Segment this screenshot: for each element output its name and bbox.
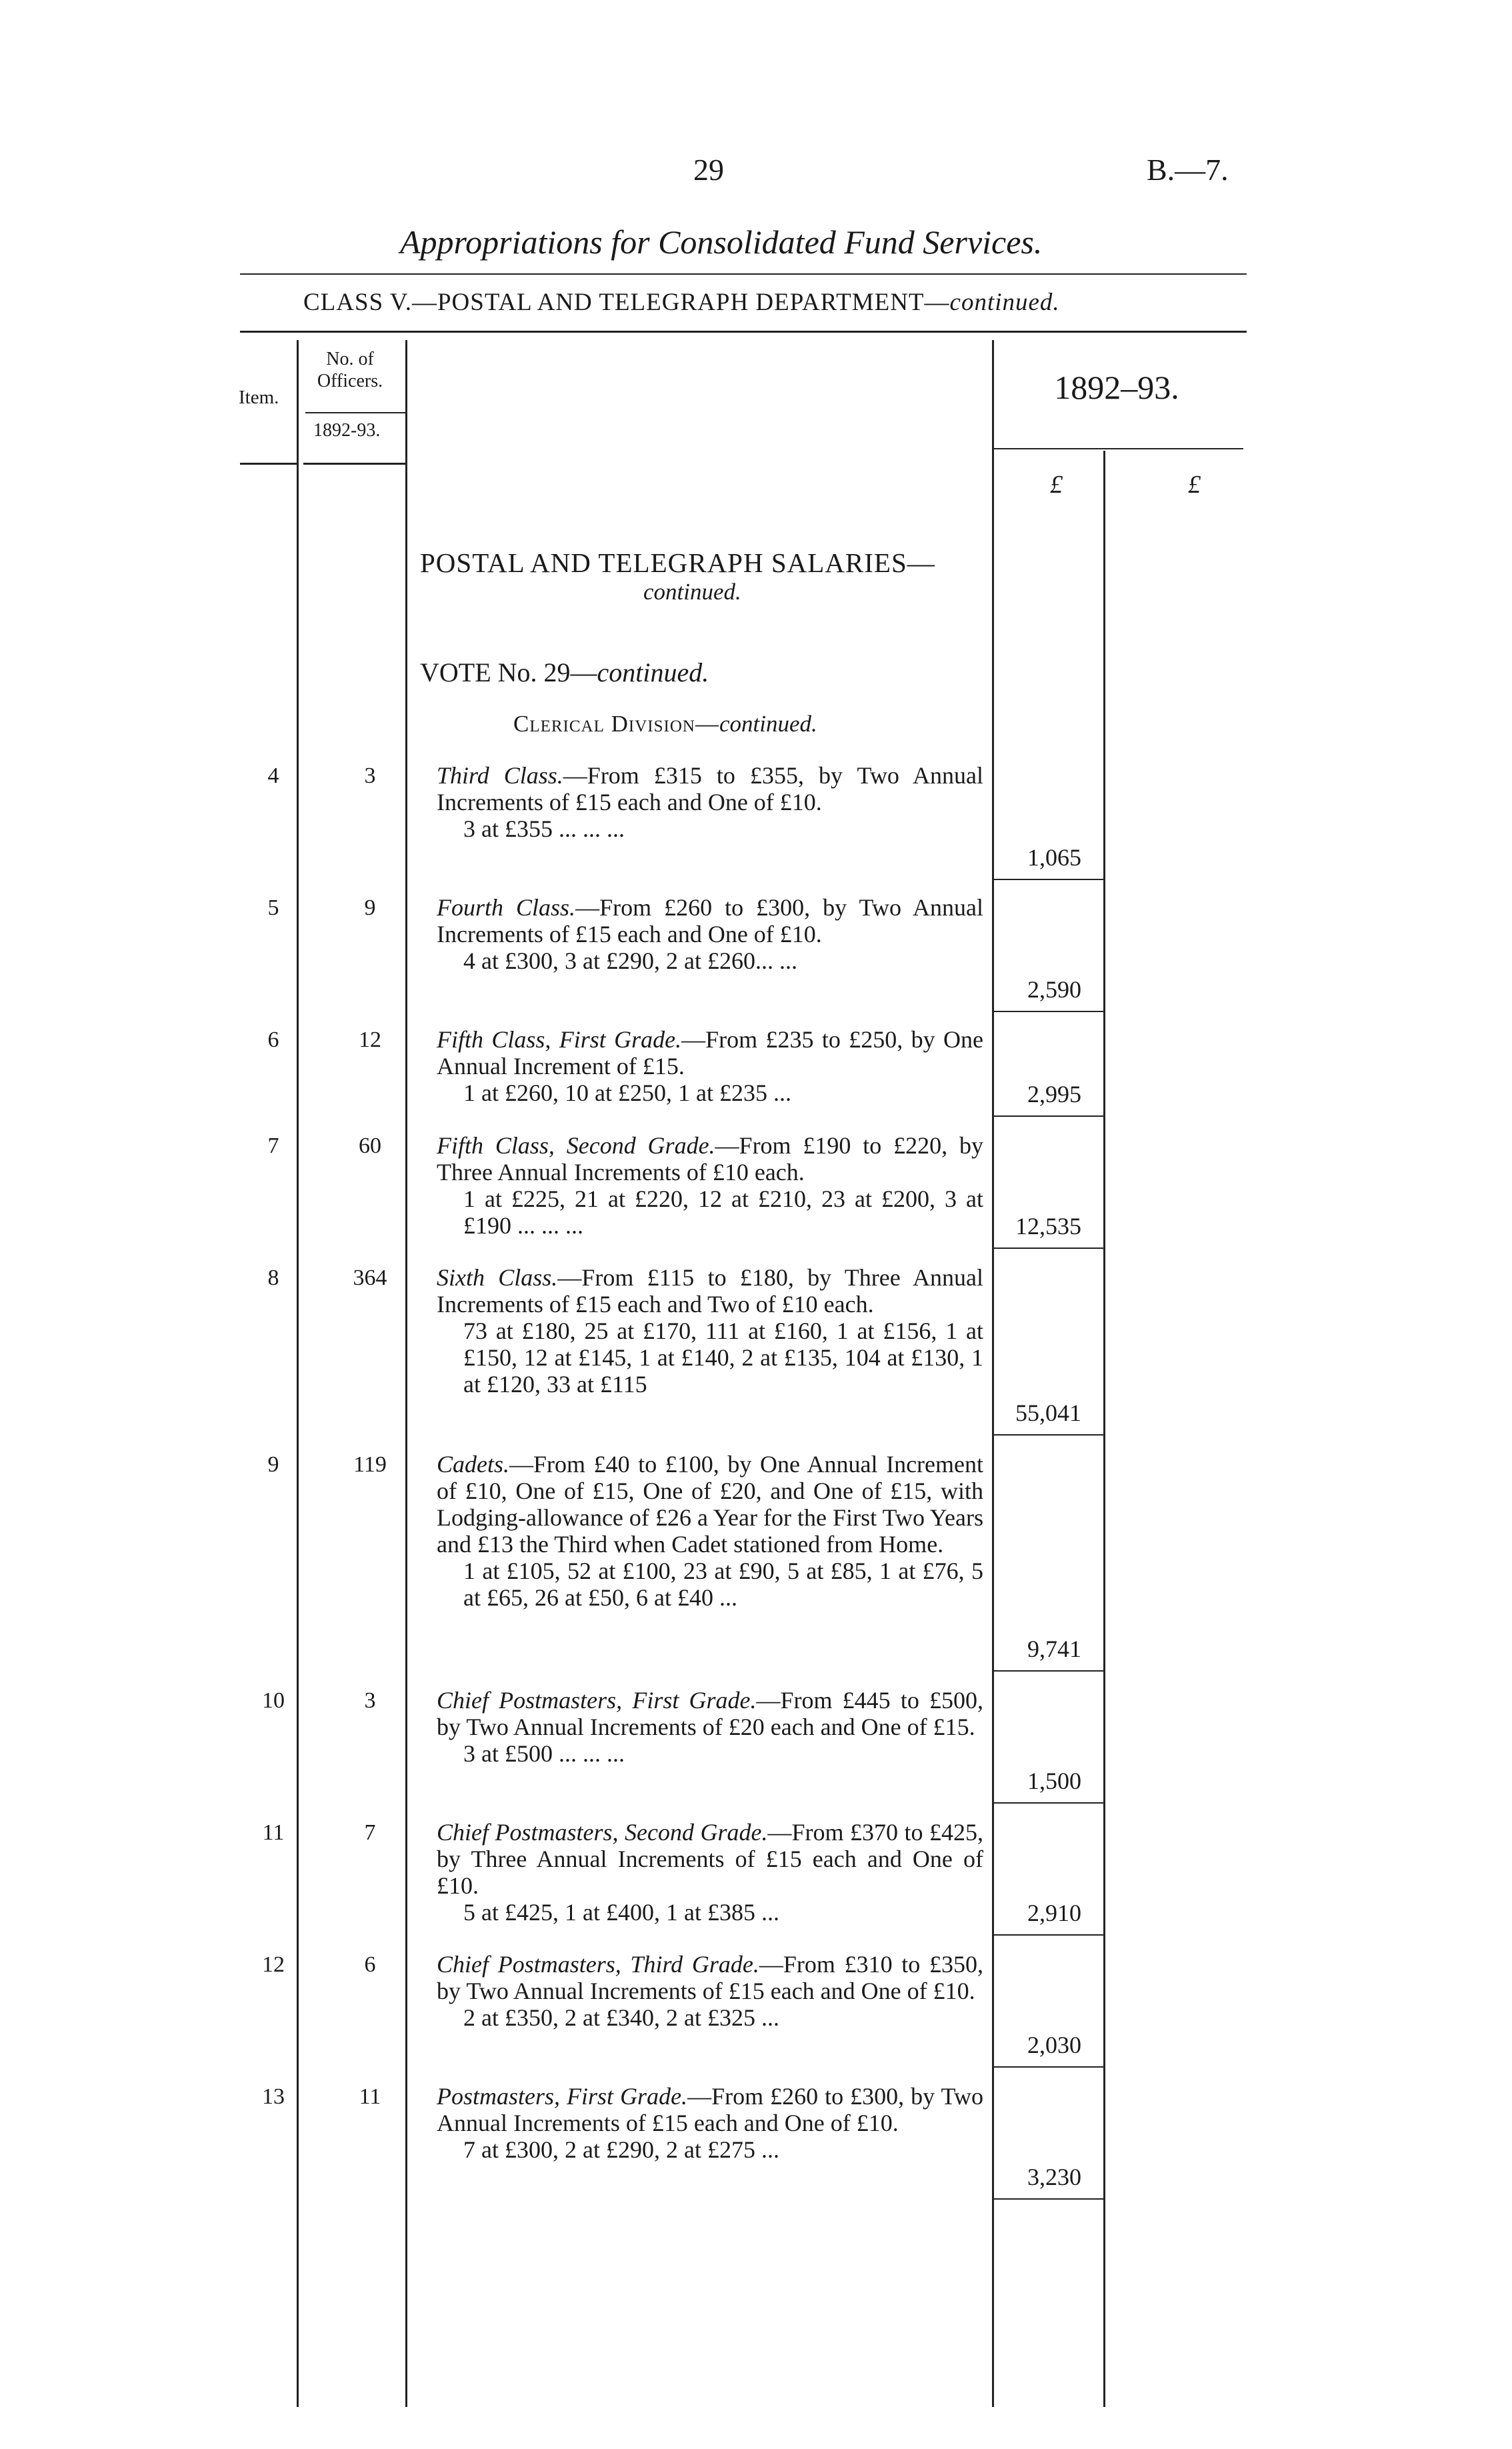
entry-text: —From £235 to £250, by One Annual Increment of £15. bbox=[437, 1026, 984, 1079]
entry-title: Third Class. bbox=[437, 762, 563, 789]
entry-rule bbox=[993, 1434, 1103, 1436]
entry-officers-count: 364 bbox=[353, 1266, 387, 1290]
entry-amount: 1,065 bbox=[1027, 844, 1081, 871]
pound-column-1: £ bbox=[1050, 471, 1063, 499]
entry-description bbox=[437, 1026, 983, 1106]
entry-detail: 5 at £425, 1 at £400, 1 at £385 ... bbox=[463, 1899, 779, 1926]
entry-item-number: 9 bbox=[267, 1452, 279, 1477]
entry-text: —From £310 to £350, by Two Annual Increments of £15 each and One of £10. bbox=[437, 1951, 984, 2004]
entry-description bbox=[437, 1951, 983, 2031]
entry-detail: 73 at £180, 25 at £170, 111 at £160, 1 at £156, 1 at £150, 12 at £145, 1 at £140, 2 at £135, 104 at £130, 1 at £120, 33 at £115 bbox=[463, 1318, 983, 1398]
entry-title: Sixth Class. bbox=[437, 1264, 558, 1291]
entry-description bbox=[437, 1264, 983, 1398]
entry-title: Fifth Class, First Grade. bbox=[437, 1026, 682, 1053]
entry-item-number: 5 bbox=[267, 895, 279, 920]
entry-text: —From £370 to £425, by Three Annual Increments of £15 each and One of £10. bbox=[437, 1819, 983, 1899]
item-header-rule bbox=[240, 463, 297, 465]
entry-detail: 4 at £300, 3 at £290, 2 at £260... ... bbox=[463, 947, 797, 974]
entry-rule bbox=[993, 1802, 1103, 1804]
entry-description bbox=[437, 1132, 983, 1239]
division-heading-text: Clerical Division— bbox=[513, 711, 719, 737]
vote-heading-text: VOTE No. 29— bbox=[420, 657, 597, 687]
column-rule-amount bbox=[1103, 451, 1105, 2407]
entry-description bbox=[437, 894, 983, 974]
entry-rule bbox=[993, 1248, 1103, 1249]
entry-officers-count: 60 bbox=[359, 1133, 381, 1158]
entry-description bbox=[437, 1451, 983, 1611]
entry-rule bbox=[993, 1670, 1103, 1672]
entry-title: Cadets. bbox=[437, 1451, 510, 1478]
title-rule bbox=[240, 273, 1247, 275]
entry-amount: 1,500 bbox=[1027, 1768, 1081, 1794]
entry-description bbox=[437, 762, 983, 842]
entry-item-number: 12 bbox=[262, 1952, 285, 1977]
entry-text: —From £260 to £300, by Two Annual Increments of £15 each and One of £10. bbox=[437, 894, 983, 947]
column-header-item: Item. bbox=[239, 387, 279, 408]
pound-column-2: £ bbox=[1188, 471, 1201, 499]
entry-amount: 2,910 bbox=[1027, 1900, 1081, 1926]
entry-rule bbox=[993, 879, 1103, 880]
officers-bottom-rule bbox=[303, 463, 407, 465]
document-reference: B.—7. bbox=[1147, 153, 1229, 187]
entry-officers-count: 9 bbox=[364, 895, 376, 920]
entry-rule bbox=[993, 2066, 1103, 2068]
entry-detail: 1 at £260, 10 at £250, 1 at £235 ... bbox=[463, 1079, 791, 1106]
entry-detail: 7 at £300, 2 at £290, 2 at £275 ... bbox=[463, 2136, 779, 2163]
entry-item-number: 10 bbox=[262, 1688, 285, 1713]
entry-item-number: 13 bbox=[262, 2084, 285, 2109]
entry-officers-count: 3 bbox=[364, 763, 376, 788]
entry-item-number: 4 bbox=[267, 763, 279, 788]
class-heading bbox=[303, 288, 1060, 317]
entry-description bbox=[437, 1819, 983, 1926]
vote-heading bbox=[420, 657, 709, 688]
vote-heading-continued: continued. bbox=[597, 657, 709, 687]
entry-amount: 2,030 bbox=[1027, 2032, 1081, 2058]
entry-title: Fifth Class, Second Grade. bbox=[437, 1132, 715, 1159]
division-heading bbox=[513, 711, 817, 737]
class-heading-text: CLASS V.—POSTAL AND TELEGRAPH DEPARTMENT— bbox=[303, 289, 950, 316]
entry-item-number: 6 bbox=[267, 1027, 279, 1052]
entry-officers-count: 12 bbox=[359, 1027, 381, 1052]
entry-rule bbox=[993, 1115, 1103, 1117]
entry-text: —From £445 to £500, by Two Annual Increments of £20 each and One of £15. bbox=[437, 1687, 983, 1740]
entry-amount: 2,590 bbox=[1027, 976, 1081, 1003]
entry-title: Chief Postmasters, Third Grade. bbox=[437, 1951, 759, 1978]
entry-text: —From £315 to £355, by Two Annual Increments of £15 each and One of £10. bbox=[437, 762, 983, 815]
entry-detail: 1 at £105, 52 at £100, 23 at £90, 5 at £85, 1 at £76, 5 at £65, 26 at £50, 6 at £40 ... bbox=[463, 1558, 983, 1611]
entry-text: —From £40 to £100, by One Annual Increment of £10, One of £15, One of £20, and One of £15, with Lodging-allowance of £26 a Year for the First Two Years and £13 the Third when Cadet stationed from Home. bbox=[437, 1451, 983, 1558]
entry-detail: 3 at £355 ... ... ... bbox=[463, 815, 625, 842]
entry-title: Chief Postmasters, Second Grade. bbox=[437, 1819, 768, 1846]
entry-officers-count: 119 bbox=[353, 1452, 387, 1477]
entry-officers-count: 11 bbox=[359, 2084, 381, 2109]
entry-item-number: 7 bbox=[267, 1133, 279, 1158]
section-heading-continued: continued. bbox=[643, 579, 741, 605]
entry-amount: 3,230 bbox=[1027, 2164, 1081, 2190]
table-top-rule bbox=[240, 331, 1247, 333]
column-header-year: 1892–93. bbox=[1054, 369, 1179, 406]
entry-text: —From £190 to £220, by Three Annual Increments of £10 each. bbox=[437, 1132, 983, 1185]
entry-detail: 2 at £350, 2 at £340, 2 at £325 ... bbox=[463, 2004, 779, 2031]
entry-description bbox=[437, 2083, 983, 2163]
entry-officers-count: 7 bbox=[364, 1820, 376, 1845]
entry-amount: 12,535 bbox=[1015, 1213, 1081, 1240]
page-number: 29 bbox=[693, 153, 724, 187]
entry-title: Fourth Class. bbox=[437, 894, 576, 921]
entry-item-number: 8 bbox=[267, 1266, 279, 1290]
entry-item-number: 11 bbox=[262, 1820, 285, 1845]
entry-detail: 3 at £500 ... ... ... bbox=[463, 1740, 625, 1767]
entry-amount: 55,041 bbox=[1015, 1400, 1081, 1426]
year-header-rule bbox=[993, 448, 1243, 449]
page-title: Appropriations for Consolidated Fund Services. bbox=[400, 223, 1043, 261]
column-rule-description bbox=[992, 340, 994, 2407]
entry-detail: 1 at £225, 21 at £220, 12 at £210, 23 at £200, 3 at £190 ... ... ... bbox=[463, 1185, 983, 1239]
entry-text: —From £260 to £300, by Two Annual Increments of £15 each and One of £10. bbox=[437, 2083, 984, 2136]
officers-header-rule bbox=[305, 412, 405, 413]
class-heading-continued: continued. bbox=[949, 289, 1060, 316]
division-heading-continued: continued. bbox=[719, 711, 817, 737]
entry-amount: 9,741 bbox=[1027, 1636, 1081, 1662]
entry-title: Chief Postmasters, First Grade. bbox=[437, 1687, 757, 1714]
entry-officers-count: 6 bbox=[364, 1952, 376, 1977]
entry-title: Postmasters, First Grade. bbox=[437, 2083, 688, 2110]
section-heading: POSTAL AND TELEGRAPH SALARIES— bbox=[420, 547, 935, 578]
entry-text: —From £115 to £180, by Three Annual Increments of £15 each and Two of £10 each. bbox=[437, 1264, 983, 1318]
column-header-officers-year: 1892-93. bbox=[313, 420, 381, 441]
column-header-officers: No. of Officers. bbox=[317, 349, 383, 391]
entry-amount: 2,995 bbox=[1027, 1081, 1081, 1107]
entry-description bbox=[437, 1687, 983, 1767]
entry-rule bbox=[993, 1011, 1103, 1012]
entry-rule bbox=[993, 2198, 1103, 2200]
entry-rule bbox=[993, 1934, 1103, 1936]
entry-officers-count: 3 bbox=[364, 1688, 376, 1713]
